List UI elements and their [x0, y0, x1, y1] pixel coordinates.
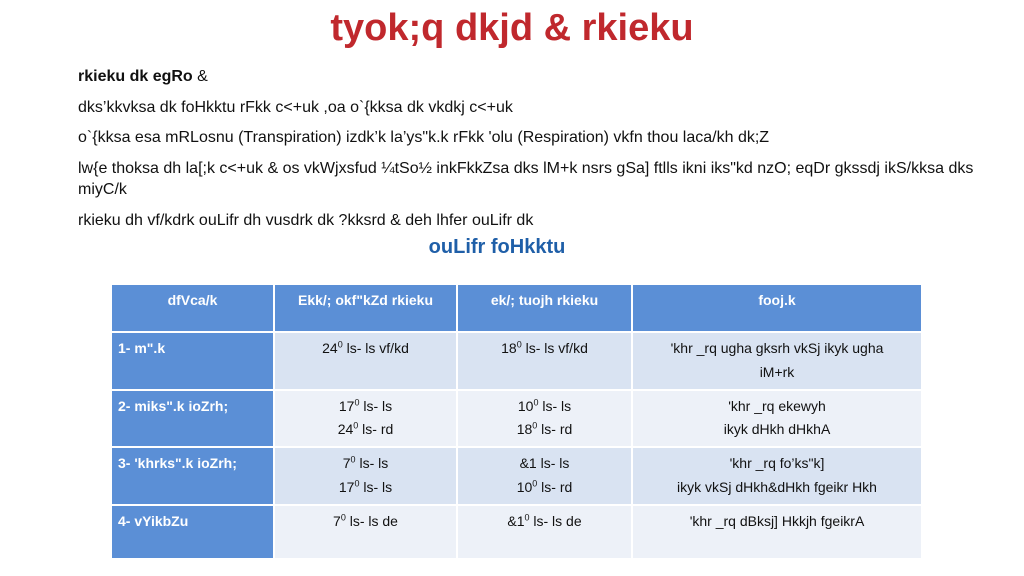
temperature-unit: ls- ls	[538, 397, 572, 414]
temperature-number: 7	[333, 512, 341, 529]
description-line: 'khr _rq dBksj] Hkkjh fgeikrA	[689, 512, 865, 529]
description-cell	[632, 505, 922, 559]
temperature-unit: ls- rd	[537, 478, 573, 495]
degree-mark: 0	[532, 420, 538, 431]
january-temperature-cell	[457, 505, 632, 559]
table-row	[111, 390, 922, 448]
temperature-unit: ls- rd	[358, 421, 394, 438]
january-temperature-cell	[457, 390, 632, 448]
degree-mark: 0	[350, 454, 356, 465]
intro-line: rkieku dh vf/kdrk ouLifr dh vusdrk dk ?kksrd & deh lhfer ouLifr dk	[78, 211, 534, 229]
vegetation-table	[110, 283, 923, 560]
temperature-unit: ls- rd	[537, 421, 573, 438]
intro-line: dks’kkvksa dk foHkktu rFkk c<+uk ,oa o`{kksa dk vkdkj c<+uk	[78, 98, 513, 116]
column-header: dfVca/k	[111, 284, 274, 332]
column-header: fooj.k	[632, 284, 922, 332]
intro-lead-amp: &	[197, 68, 208, 85]
temperature-unit: ls- ls	[355, 455, 389, 472]
season-cell: 4- vYikbZu	[111, 505, 274, 559]
table-row	[111, 505, 922, 559]
temperature-value	[464, 395, 625, 419]
degree-mark: 0	[340, 512, 346, 523]
description-line: iM+rk	[759, 363, 795, 380]
temperature-number: 24	[337, 421, 354, 438]
description-cell	[632, 332, 922, 390]
degree-mark: 0	[354, 396, 360, 407]
annual-temperature-cell	[274, 505, 457, 559]
degree-mark: 0	[353, 420, 359, 431]
temperature-number: 17	[338, 478, 355, 495]
temperature-number: 10	[517, 397, 534, 414]
degree-mark: 0	[516, 339, 522, 350]
season-cell: 3- 'khrks".k ioZrh;	[111, 447, 274, 505]
temperature-unit: ls- ls	[536, 455, 570, 472]
temperature-unit: ls- ls	[359, 478, 393, 495]
intro-line: o`{kksa esa mRLosnu (Transpiration) izdk’k la’ys"k.k rFkk 'olu (Respiration) vkfn thou laca/kh dk;Z	[78, 129, 770, 147]
temperature-value	[281, 337, 450, 361]
degree-mark: 0	[337, 339, 343, 350]
temperature-unit: ls- ls vf/kd	[521, 340, 588, 356]
degree-mark: 0	[354, 478, 360, 489]
intro-lead-text: rkieku dk egRo	[78, 68, 193, 85]
column-header: Ekk/; okf"kZd rkieku	[274, 284, 457, 332]
temperature-number: 17	[338, 397, 355, 414]
table-row	[111, 332, 922, 390]
degree-mark: 0	[524, 512, 530, 523]
slide-title: tyok;q dkjd & rkieku	[330, 7, 694, 49]
intro-lead	[78, 66, 978, 88]
temperature-value	[464, 337, 625, 361]
temperature-number: 18	[516, 421, 533, 438]
season-cell: 2- miks".k ioZrh;	[111, 390, 274, 448]
description-cell	[632, 447, 922, 505]
temperature-value	[281, 510, 450, 534]
january-temperature-cell	[457, 447, 632, 505]
annual-temperature-cell	[274, 447, 457, 505]
temperature-number: &1	[507, 512, 525, 529]
season-cell: 1- m".k	[111, 332, 274, 390]
description-line: 'khr _rq fo’ks"k]	[729, 455, 825, 472]
temperature-unit: ls- ls de	[529, 512, 582, 529]
annual-temperature-cell	[274, 332, 457, 390]
table-row	[111, 447, 922, 505]
temperature-unit: ls- ls de	[345, 512, 398, 529]
intro-block	[78, 66, 978, 241]
temperature-number: 10	[516, 478, 533, 495]
temperature-value	[281, 452, 450, 476]
description-cell	[632, 390, 922, 448]
intro-line: lw{e thoksa dh la[;k c<+uk & os vkWjxsfud ¼tSo½ inkFkkZsa dks lM+k nsrs gSa] ftlls ikni iks"kd nzO; eqDr gkssdj ikS/kksa dks miyC/k	[78, 159, 974, 199]
temperature-number: &1	[519, 455, 537, 472]
description-line: 'khr _rq ekewyh	[728, 397, 826, 414]
degree-mark: 0	[533, 396, 539, 407]
temperature-number: 18	[501, 340, 517, 356]
temperature-value	[464, 452, 625, 476]
column-header: ek/; tuojh rkieku	[457, 284, 632, 332]
table-header-row	[111, 284, 922, 332]
temperature-value	[464, 418, 625, 442]
temperature-number: 24	[322, 340, 338, 356]
temperature-value	[281, 418, 450, 442]
temperature-value	[281, 395, 450, 419]
temperature-value	[464, 476, 625, 500]
temperature-unit: ls- ls	[359, 397, 393, 414]
description-line: ikyk dHkh dHkhA	[723, 421, 831, 438]
annual-temperature-cell	[274, 390, 457, 448]
temperature-unit: ls- ls vf/kd	[342, 340, 409, 356]
temperature-value	[281, 476, 450, 500]
description-line: ikyk vkSj dHkh&dHkh fgeikr Hkh	[677, 478, 877, 495]
description-line: 'khr _rq ugha gksrh vkSj ikyk ugha	[670, 340, 884, 356]
table-heading: ouLifr foHkktu	[428, 236, 566, 258]
january-temperature-cell	[457, 332, 632, 390]
temperature-value	[464, 510, 625, 534]
temperature-number: 7	[342, 455, 351, 472]
table-body	[111, 332, 922, 559]
degree-mark: 0	[532, 478, 538, 489]
